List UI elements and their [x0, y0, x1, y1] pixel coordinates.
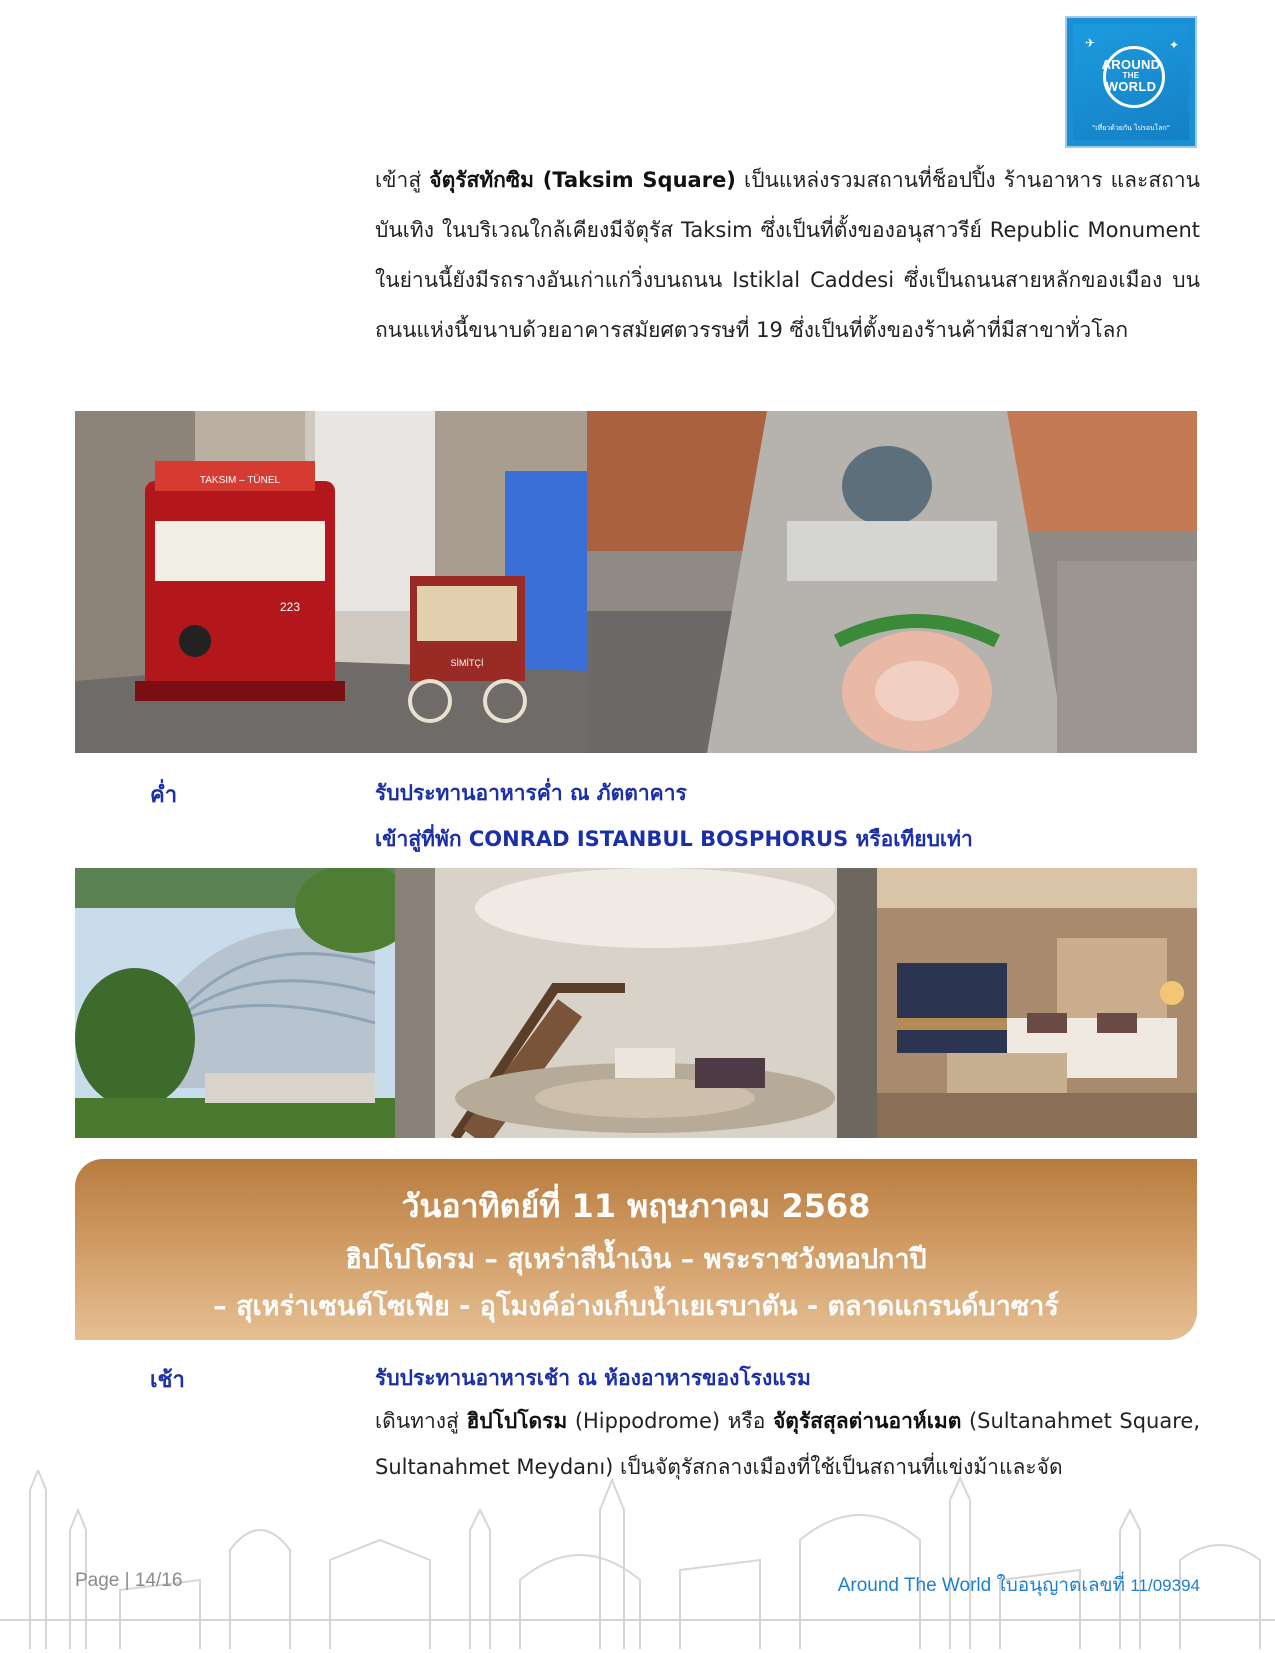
dinner-text: รับประทานอาหารค่ำ ณ ภัตตาคาร [375, 781, 687, 805]
hotel-lobby-photo [395, 868, 877, 1138]
tram-photo [75, 411, 587, 753]
tram-route-sign: TAKSIM – TÜNEL [199, 475, 281, 486]
hotel-room-photo [877, 868, 1197, 1138]
taksim-description: เข้าสู่ จัตุรัสทักซิม (Taksim Square) เป็นแหล่งรวมสถานที่ช็อปปิ้ง ร้านอาหาร และสถานบันเทิง ในบริเวณใกล้เคียงมีจัตุรัส Taksim ซึ่งเป็นที่ตั้งของอนุสาวรีย์ Republic Monument ในย่านนี้ยังมีรถรางอันเก่าแก่วิ่งบนถนน Istiklal Caddesi ซึ่งเป็นถนนสายหลักของเมือง บนถนนแห่งนี้ขนาบด้วยอาคารสมัยศตวรรษที่ 19 ซึ่งเป็นที่ตั้งของร้านค้าที่มีสาขาทั่วโลก [375, 168, 1200, 342]
page-number: Page | 14/16 [75, 1570, 183, 1591]
day-route-line-2: – สุเหร่าเซนต์โซเฟีย - อุโมงค์อ่างเก็บน้ำเยเรบาตัน - ตลาดแกรนด์บาซาร์ [213, 1291, 1059, 1322]
breakfast-text: รับประทานอาหารเช้า ณ ห้องอาหารของโรงแรม [375, 1366, 811, 1390]
footer-company-license: Around The World ใบอนุญาตเลขที่ 11/09394 [837, 1575, 1200, 1596]
license-number: 11/09394 [1130, 1576, 1200, 1595]
taksim-aerial-photo [587, 411, 1197, 753]
dinner-time-label: ค่ำ [150, 783, 178, 808]
globe-icon: ✦ [1168, 38, 1179, 52]
logo-wordmark: AROUND THE WORLD [1101, 57, 1161, 94]
airplane-icon: ✈ [1085, 36, 1096, 50]
day-banner [75, 1159, 1197, 1340]
simit-cart-sign: SİMİTÇİ [450, 658, 484, 668]
taksim-square-name: จัตุรัสทักซิม (Taksim Square) [429, 168, 736, 192]
logo-tagline: "เที่ยวด้วยกัน ไปรอบโลก" [1092, 124, 1170, 132]
hippodrome-description: เดินทางสู่ ฮิปโปโดรม (Hippodrome) หรือ จัตุรัสสุลต่านอาห์เมต (Sultanahmet Square, Sultanahmet Meydanı) เป็นจัตุรัสกลางเมืองที่ใช้เป็นสถานที่แข่งม้าและจัด [375, 1409, 1200, 1479]
day-route-line-1: ฮิปโปโดรม – สุเหร่าสีน้ำเงิน – พระราชวังทอปกาปี [345, 1244, 927, 1275]
hotel-exterior-photo [75, 868, 395, 1138]
tram-number: 223 [280, 600, 301, 614]
hotel-text: เข้าสู่ที่พัก CONRAD ISTANBUL BOSPHORUS หรือเทียบเท่า [375, 827, 973, 851]
footer-skyline-sketch [0, 1470, 1275, 1649]
day-date: วันอาทิตย์ที่ 11 พฤษภาคม 2568 [401, 1187, 871, 1225]
breakfast-time-label: เช้า [150, 1368, 185, 1393]
company-name: Around The World [837, 1575, 992, 1596]
company-logo [1065, 16, 1197, 148]
